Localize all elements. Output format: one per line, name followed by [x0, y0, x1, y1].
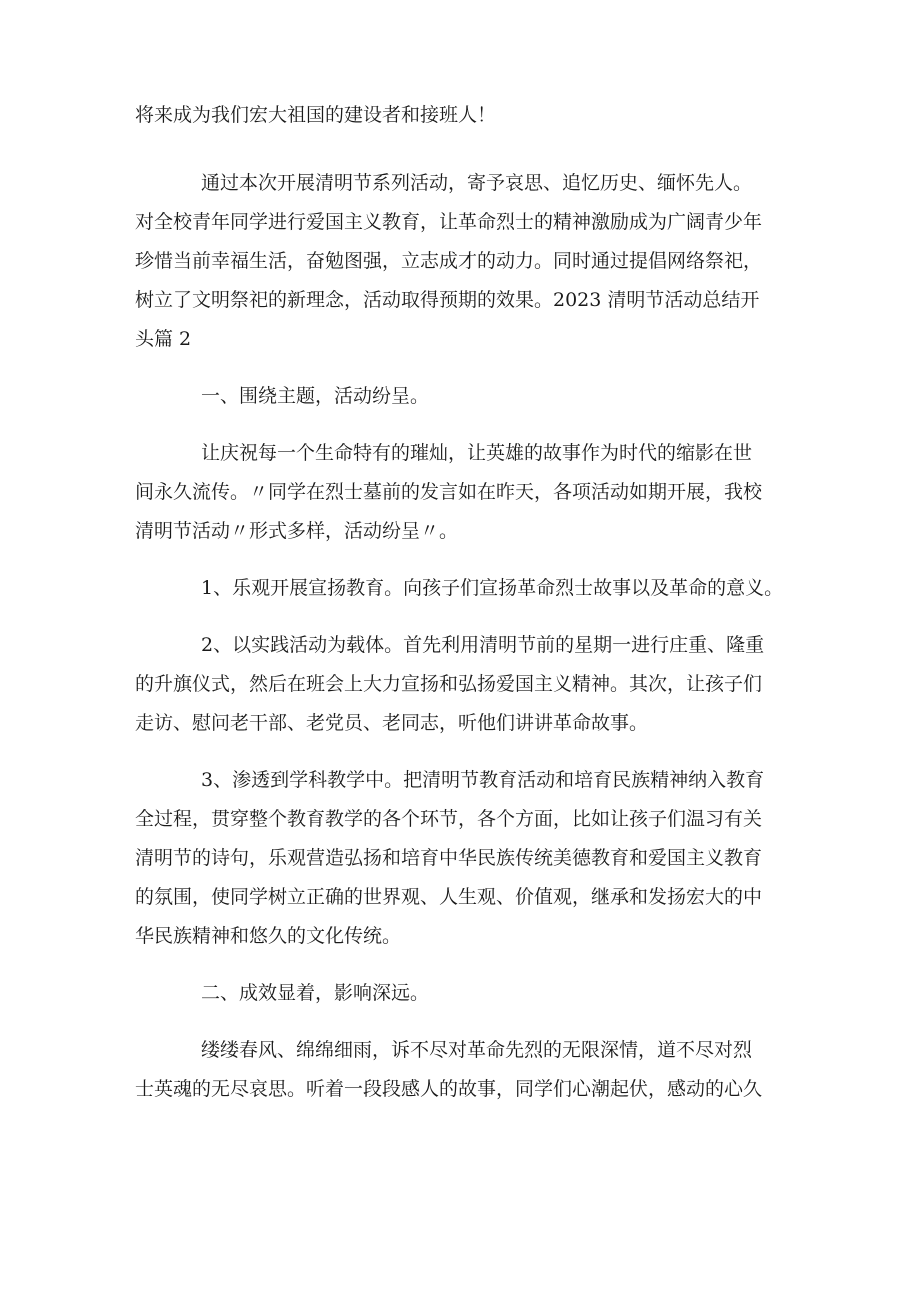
text-line: 树立了文明祭祀的新理念，活动取得预期的效果。2023 清明节活动总结开 — [135, 289, 760, 311]
text-line: 的升旗仪式，然后在班会上大力宣扬和弘扬爱国主义精神。其次，让孩子们 — [135, 673, 763, 695]
text-line: 2、以实践活动为载体。首先利用清明节前的星期一进行庄重、隆重 — [201, 634, 765, 656]
text-line: 士英魂的无尽哀思。听着一段段感人的故事，同学们心潮起伏，感动的心久 — [135, 1078, 763, 1100]
text-line: 清明节活动〃形式多样，活动纷呈〃。 — [135, 520, 459, 542]
text-line: 对全校青年同学进行爱国主义教育，让革命烈士的精神激励成为广阔青少年 — [135, 211, 763, 233]
text-line: 全过程，贯穿整个教育教学的各个环节，各个方面，比如让孩子们温习有关 — [135, 808, 763, 830]
text-line: 一、围绕主题，活动纷呈。 — [201, 385, 430, 407]
text-line: 间永久流传。〃同学在烈士墓前的发言如在昨天，各项活动如期开展，我校 — [135, 481, 763, 503]
text-line: 珍惜当前幸福生活，奋勉图强，立志成才的动力。同时通过提倡网络祭祀， — [135, 250, 763, 272]
text-line: 将来成为我们宏大祖国的建设者和接班人！ — [135, 104, 497, 126]
text-line: 二、成效显着，影响深远。 — [201, 982, 430, 1004]
text-line: 的氛围，使同学树立正确的世界观、人生观、价值观，继承和发扬宏大的中 — [135, 886, 763, 908]
text-line: 缕缕春风、绵绵细雨，诉不尽对革命先烈的无限深情，道不尽对烈 — [201, 1039, 753, 1061]
document-body — [135, 96, 795, 1109]
text-line: 清明节的诗句，乐观营造弘扬和培育中华民族传统美德教育和爱国主义教育 — [135, 847, 763, 869]
text-line: 3、渗透到学科教学中。把清明节教育活动和培育民族精神纳入教育 — [201, 769, 765, 791]
text-line: 通过本次开展清明节系列活动，寄予哀思、追忆历史、缅怀先人。 — [201, 172, 753, 194]
text-line: 走访、慰问老干部、老党员、老同志，听他们讲讲革命故事。 — [135, 712, 649, 734]
text-line: 头篇 2 — [135, 328, 192, 350]
text-line: 1、乐观开展宣扬教育。向孩子们宣扬革命烈士故事以及革命的意义。 — [201, 577, 784, 599]
text-line: 让庆祝每一个生命特有的璀灿，让英雄的故事作为时代的缩影在世 — [201, 442, 753, 464]
text-line: 华民族精神和悠久的文化传统。 — [135, 925, 402, 947]
